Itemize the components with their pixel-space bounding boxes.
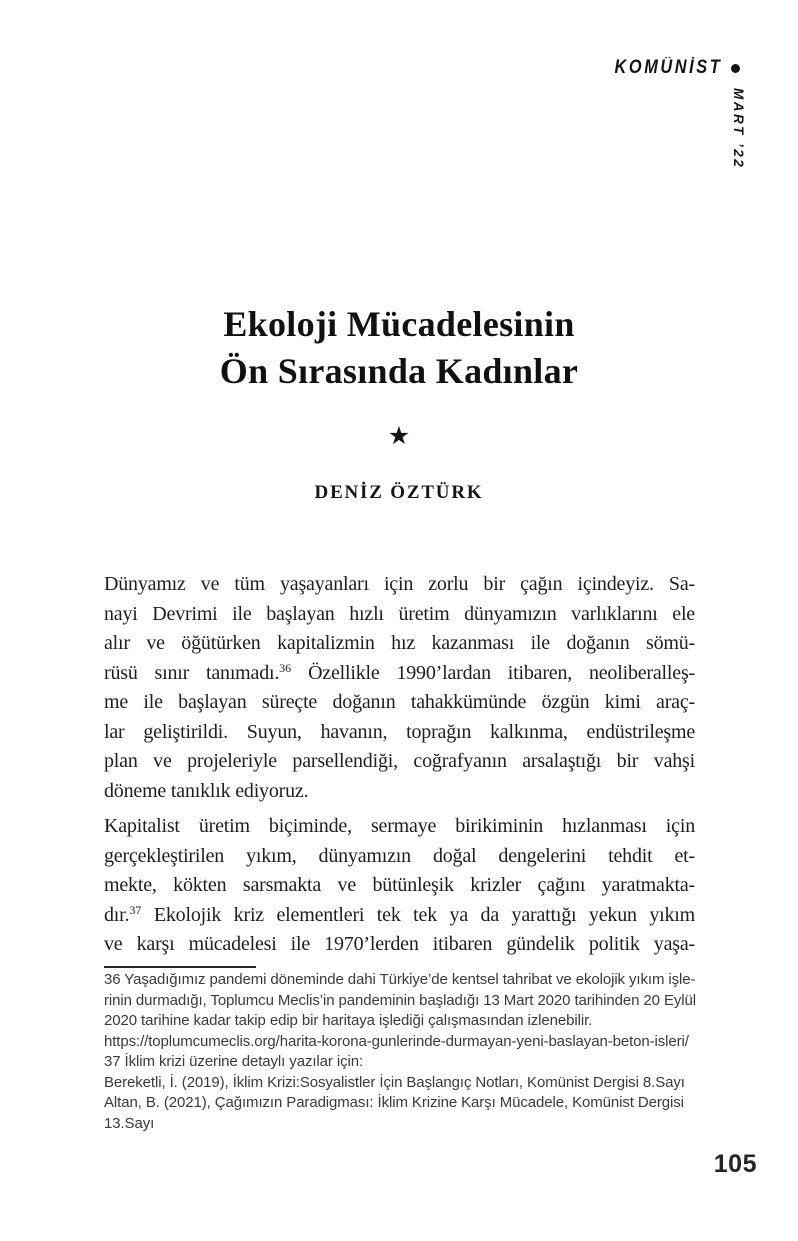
footnote-36-line: rinin durmadığı, Toplumcu Meclis’in pandeminin başladığı 13 Mart 2020 tarihinden 20 Eylül (104, 991, 696, 1009)
star-divider-icon: ★ (387, 423, 411, 450)
masthead (597, 57, 740, 79)
body-text-line (104, 901, 695, 931)
body-text-line: Kapitalist üretim biçiminde, sermaye birikiminin hızlanması için (104, 815, 695, 837)
issue-date-vertical: MART ’22 (731, 88, 746, 170)
body-text: Özellikle 1990’lardan itibaren, neoliberalleş- (291, 661, 695, 684)
body-text-line: nayi Devrimi ile başlayan hızlı üretim dünyamızın varlıklarını ele (104, 602, 695, 625)
body-paragraph-2 (104, 812, 695, 960)
body-text-line (104, 659, 695, 689)
body-text-line: lar geliştirildi. Suyun, havanın, toprağın kalkınma, endüstrileşme (104, 720, 695, 743)
footnotes-block (104, 970, 754, 1134)
footnote-36-url: https://toplumcumeclis.org/harita-korona-gunlerinde-durmayan-yeni-baslayan-beton-isleri/ (104, 1032, 689, 1050)
body-text-line: ve karşı mücadelesi ile 1970’lerden itibaren gündelik politik yaşa- (104, 933, 695, 955)
body-text-line: plan ve projeleriyle parsellendiği, coğrafyanın arsalaştığı bir vahşi (104, 750, 695, 772)
footnote-separator-rule (104, 966, 256, 968)
article-body (104, 570, 695, 960)
body-text: rüsü sınır tanımadı. (104, 661, 280, 684)
body-text: dır. (104, 903, 130, 926)
magazine-logo: KOMÜNİST (614, 57, 722, 78)
footnote-ref-36: 36 (279, 660, 292, 675)
footnote-36-line: 2020 tarihine kadar takip edip bir haritaya işlediği çalışmasından izlenebilir. (104, 1012, 593, 1029)
body-text-line: döneme tanıklık ediyoruz. (104, 779, 309, 802)
body-paragraph-1 (104, 570, 695, 806)
body-text-line: gerçekleştirilen yıkım, dünyamızın doğal dengelerini tehdit et- (104, 844, 695, 867)
article-title-line-2: Ön Sırasında Kadınlar (219, 351, 579, 391)
body-text-line: alır ve öğütürken kapitalizmin hız kazanması ile doğanın sömü- (104, 632, 695, 654)
footnote-ref-37: 37 (129, 902, 142, 917)
logo-bullet-icon (731, 64, 740, 73)
body-text-line: mekte, kökten sarsmakta ve bütünleşik krizler çağını yaratmakta- (104, 874, 695, 896)
article-title-line-1: Ekoloji Mücadelesinin (223, 304, 575, 344)
author-name: DENİZ ÖZTÜRK (314, 482, 484, 503)
body-text-line: Dünyamız ve tüm yaşayanları için zorlu bir çağın içindeyiz. Sa- (104, 573, 695, 595)
footnote-37-line: Altan, B. (2021), Çağımızın Paradigması: İklim Krizine Karşı Mücadele, Komünist Dergisi (104, 1094, 684, 1111)
footnote-37-line: Bereketli, İ. (2019), İklim Krizi:Sosyalistler İçin Başlangıç Notları, Komünist Dergisi 8.Sayı (104, 1073, 685, 1091)
footnote-37-line: 37 İklim krizi üzerine detaylı yazılar için: (104, 1053, 364, 1070)
body-text: Ekolojik kriz elementleri tek tek ya da yarattığı yekun yıkım (141, 903, 695, 926)
page-number: 105 (713, 1150, 757, 1178)
article-title (0, 301, 798, 395)
footnote-36-line: 36 Yaşadığımız pandemi döneminde dahi Türkiye’de kentsel tahribat ve ekolojik yıkım işle- (104, 971, 696, 988)
body-text-line: me ile başlayan süreçte doğanın tahakkümünde özgün kimi araç- (104, 691, 695, 713)
footnote-37-line: 13.Sayı (104, 1114, 155, 1132)
